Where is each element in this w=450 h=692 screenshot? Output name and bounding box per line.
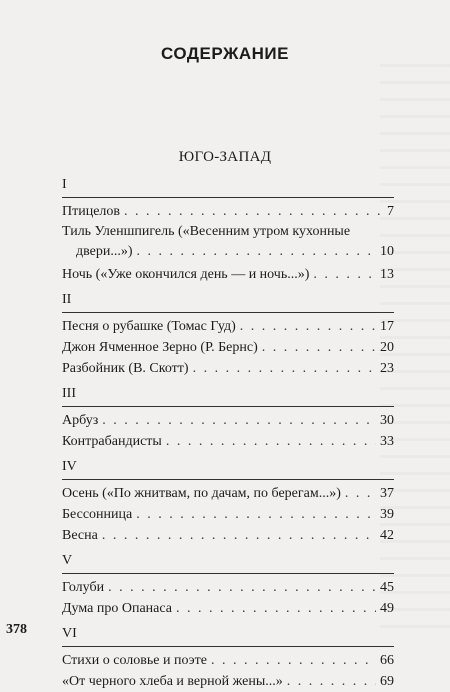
leader-dots (176, 599, 376, 619)
part-numeral: VI (62, 625, 394, 647)
entry-page: 10 (380, 244, 394, 259)
page-title: СОДЕРЖАНИЕ (161, 44, 289, 63)
toc-entry (62, 504, 394, 525)
entry-title: Ночь («Уже окончился день — и ночь...») (62, 267, 310, 282)
toc-entry (62, 222, 394, 264)
toc-entry (62, 264, 394, 285)
entry-page: 33 (380, 434, 394, 449)
entry-title: Бессонница (62, 507, 133, 522)
leader-dots (136, 505, 376, 525)
toc-entry (62, 316, 394, 337)
part-numeral: I (62, 176, 394, 198)
entry-page: 42 (380, 528, 394, 543)
entry-title: Весна (62, 528, 98, 543)
toc-entry (62, 358, 394, 379)
entry-page: 23 (380, 361, 394, 376)
entry-page: 37 (380, 486, 394, 501)
entry-title: Джон Ячменное Зерно (Р. Бернс) (62, 340, 258, 355)
entry-page: 20 (380, 340, 394, 355)
entry-title-cont: двери...») (76, 244, 133, 259)
leader-dots (102, 411, 376, 431)
leader-dots (193, 359, 376, 379)
entry-title: Голуби (62, 580, 105, 595)
entry-page: 7 (387, 204, 394, 219)
toc-entry (62, 598, 394, 619)
entry-page: 39 (380, 507, 394, 522)
entry-page: 69 (380, 674, 394, 689)
toc-entry (62, 483, 394, 504)
table-of-contents (62, 176, 394, 692)
entry-page: 30 (380, 413, 394, 428)
entry-title: Стихи о соловье и поэте (62, 653, 207, 668)
part-numeral: V (62, 552, 394, 574)
toc-entry (62, 431, 394, 452)
leader-dots (102, 526, 376, 546)
toc-entry (62, 410, 394, 431)
entry-title: Осень («По жнитвам, по дачам, по берегам...») (62, 486, 341, 501)
entry-page: 66 (380, 653, 394, 668)
part-numeral: III (62, 385, 394, 407)
part-numeral: II (62, 291, 394, 313)
leader-dots (211, 651, 376, 671)
entry-page: 17 (380, 319, 394, 334)
toc-entry (62, 577, 394, 598)
toc-entry (62, 337, 394, 358)
leader-dots (166, 432, 376, 452)
entry-title: Арбуз (62, 413, 99, 428)
entry-title: Разбойник (В. Скотт) (62, 361, 189, 376)
entry-title: Песня о рубашке (Томас Гуд) (62, 319, 236, 334)
leader-dots (287, 672, 376, 692)
toc-entry (62, 201, 394, 222)
entry-title: Тиль Уленшпигель («Весенним утром кухонные (62, 224, 351, 239)
toc-entry (62, 650, 394, 671)
leader-dots (137, 242, 376, 262)
leader-dots (124, 202, 383, 222)
entry-page: 13 (380, 267, 394, 282)
leader-dots (345, 484, 376, 504)
entry-title: Дума про Опанаса (62, 601, 172, 616)
entry-title: Птицелов (62, 204, 121, 219)
toc-entry (62, 525, 394, 546)
toc-entry (62, 671, 394, 692)
entry-title: Контрабандисты (62, 434, 162, 449)
leader-dots (108, 578, 376, 598)
entry-page: 45 (380, 580, 394, 595)
entry-page: 49 (380, 601, 394, 616)
page-number: 378 (6, 622, 27, 637)
leader-dots (240, 317, 376, 337)
leader-dots (262, 338, 376, 358)
section-title: ЮГО-ЗАПАД (178, 149, 272, 165)
leader-dots (313, 265, 376, 285)
entry-title: «От черного хлеба и верной жены...» (62, 674, 283, 689)
part-numeral: IV (62, 458, 394, 480)
